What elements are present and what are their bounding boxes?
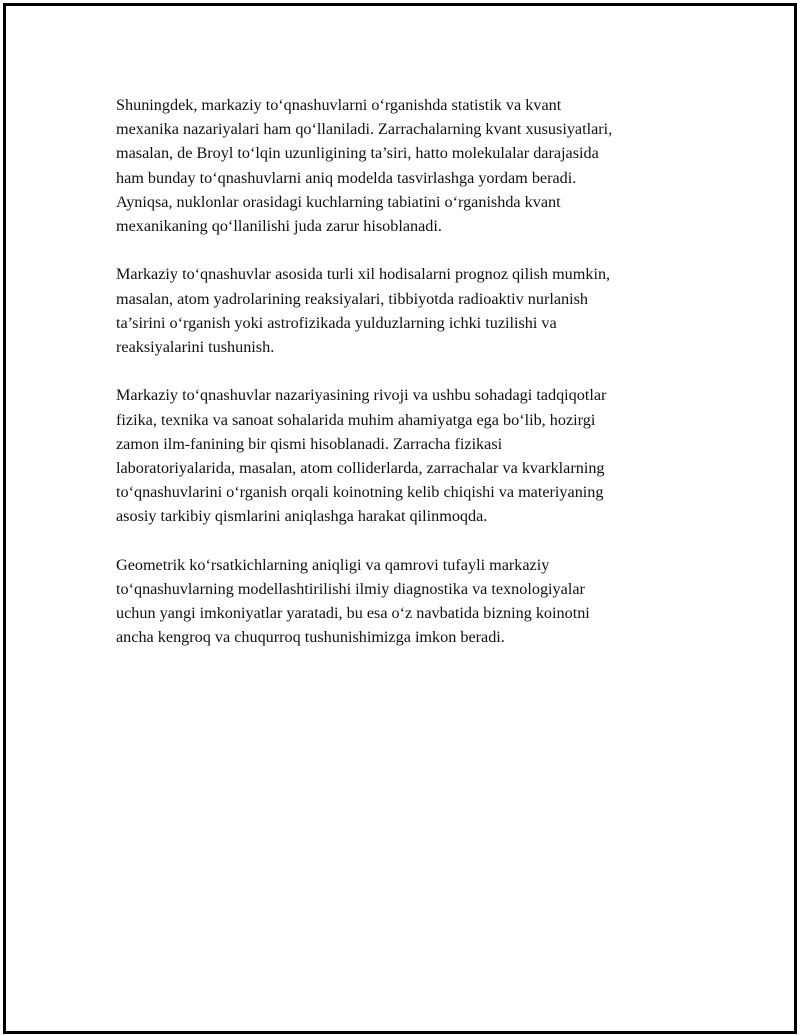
paragraph-3: Markaziy to‘qnashuvlar nazariyasining rivoji va ushbu sohadagi tadqiqotlar fizika, texnika va sanoat sohalarida muhim ahamiyatga ega bo‘lib, hozirgi zamon ilm-fanining bir qismi hisoblanadi. Zarracha fizikasi laboratoriyalarida, masalan, atom colliderlarda, zarrachalar va kvarklarning to‘qnashuvlarini o‘rganish orqali koinotning kelib chiqishi va materiyaning asosiy tarkibiy qismlarini aniqlashga harakat qilinmoqda.	[116, 386, 607, 526]
document-body	[116, 93, 696, 674]
paragraph-2: Markaziy to‘qnashuvlar asosida turli xil hodisalarni prognoz qilish mumkin, masalan, atom yadrolarining reaksiyalari, tibbiyotda radioaktiv nurlanish ta’sirini o‘rganish yoki astrofizikada yulduzlarning ichki tuzilishi va reaksiyalarini tushunish.	[116, 265, 611, 357]
paragraph-4: Geometrik ko‘rsatkichlarning aniqligi va qamrovi tufayli markaziy to‘qnashuvlarning modellashtirilishi ilmiy diagnostika va texnologiyalar uchun yangi imkoniyatlar yaratadi, bu esa o‘z navbatida bizning koinotni ancha kengroq va chuqurroq tushunishimizga imkon beradi.	[116, 555, 590, 647]
paragraph-1: Shuningdek, markaziy to‘qnashuvlarni o‘rganishda statistik va kvant mexanika nazariyalari ham qo‘llaniladi. Zarrachalarning kvant xususiyatlari, masalan, de Broyl to‘lqin uzunligining ta’siri, hatto molekulalar darajasida ham bunday to‘qnashuvlarni aniq modelda tasvirlashga yordam beradi. Ayniqsa, nuklonlar orasidagi kuchlarning tabiatini o‘rganishda kvant mexanikaning qo‘llanilishi juda zarur hisoblanadi.	[116, 96, 613, 236]
